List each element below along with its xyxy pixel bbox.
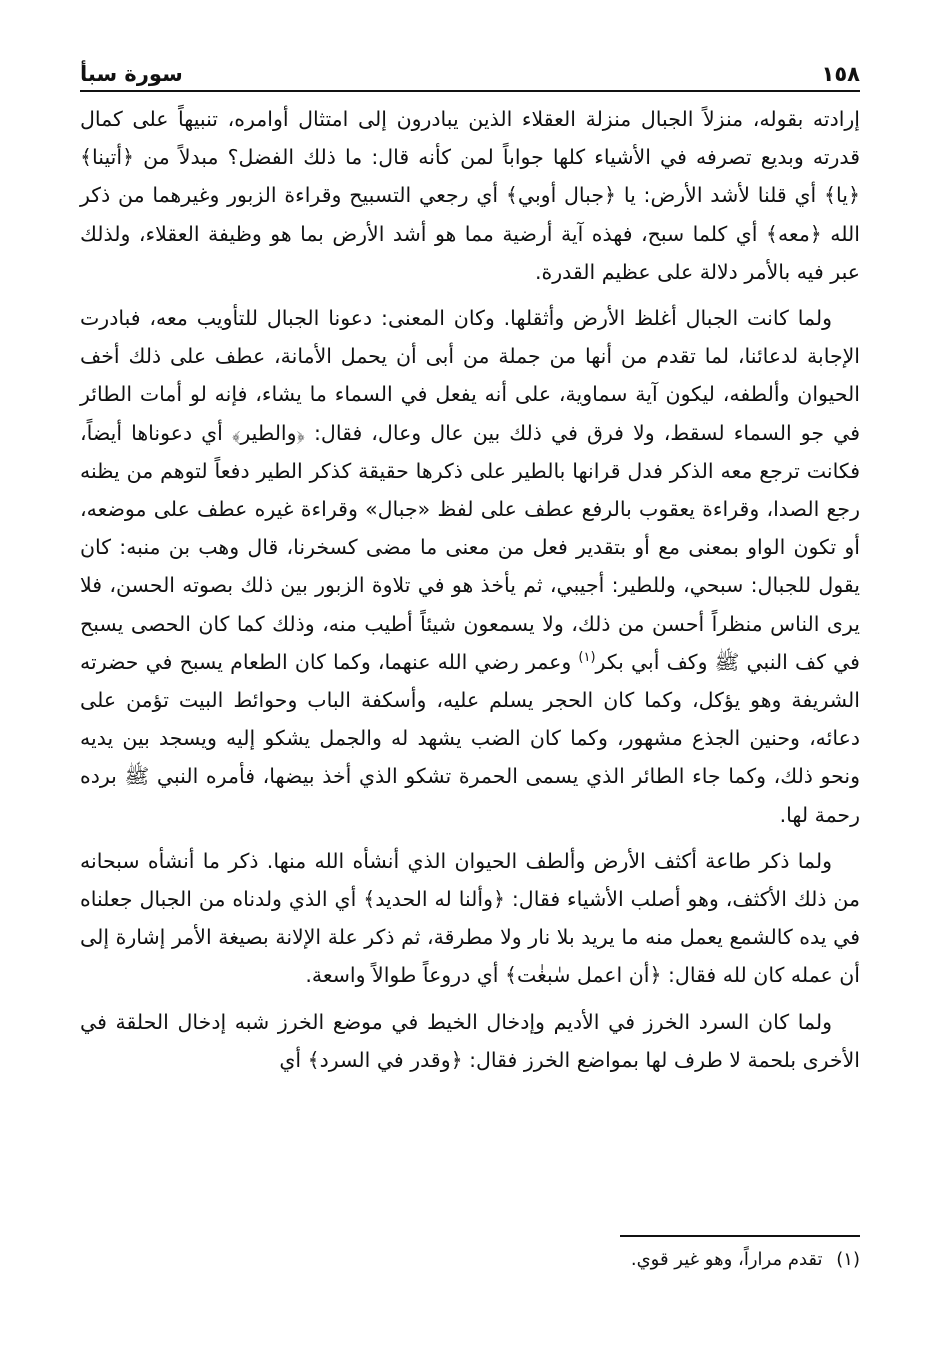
- paragraph-4: ولما كان السرد الخرز في الأديم وإدخال الخيط في موضع الخرز شبه إدخال الحلقة في الأخرى بلحمة لا طرف لها بمواضع الخرز فقال: ﴿وقدر في السرد﴾ أي: [80, 1009, 860, 1072]
- paragraph-2-continued: وعمر رضي الله عنهما، وكما كان الطعام يسبح في حضرته الشريفة وهو يؤكل، وكما كان الحجر يسلم عليه، وأسكفة الباب وحوائط البيت تؤمن على دعائه، وحنين الجذع مشهور، وكما كان الضب يشهد له والجمل يشكو إليه ويسجد بين يديه ونحو ذلك، وكما جاء الطائر الذي يسمى الحمرة تشكو الذي أخذ بيضها، فأمره النبي ﷺ برده رحمة لها.: [80, 649, 860, 827]
- footnote-divider: [620, 1235, 860, 1237]
- paragraph-2-text: ولما كانت الجبال أغلظ الأرض وأثقلها. وكان المعنى: دعونا الجبال للتأويب معه، فبادرت الإجابة لدعائنا، لما تقدم من أنها من جملة من أبى أن يحمل الأمانة، عطف على ذلك أخف الحيوان وألطفه، ليكون آية سماوية، على أنه يفعل في السماء ما يشاء، فإنه لو أمات الطائر في جو السماء لسقط، ولا فرق في ذلك بين عال وعال، فقال: ﴿والطير﴾ أي دعوناها أيضاً، فكانت ترجع معه الذكر فدل قرانها بالطير على ذكرها حقيقة كذكر الطير دفعاً لتوهم من يظنه رجع الصدا، وقراءة يعقوب بالرفع عطف على لفظ «جبال» وقراءة غيره عطف على موضعه، أو تكون الواو بمعنى مع أو بتقدير فعل من معنى ما مضى كسخرنا، قال وهب بن منبه: كان يقول للجبال: سبحي، وللطير: أجيبي، ثم يأخذ هو في تلاوة الزبور بين ذلك بصوته الحسن، فلا يرى الناس منظراً أحسن من ذلك، ولا يسمعون شيئاً أطيب منه، وذلك كما كان الحصى يسبح في كف النبي ﷺ وكف أبي بكر: [80, 306, 860, 674]
- footnote: [631, 1247, 860, 1273]
- paragraph-3: ولما ذكر طاعة أكثف الأرض وألطف الحيوان الذي أنشأه الله منها. ذكر ما أنشأه سبحانه من ذلك الأكثف، وهو أصلب الأشياء فقال: ﴿وألنا له الحديد﴾ أي الذي ولدناه من الجبال جعلناه في يده كالشمع يعمل منه ما يريد بلا نار ولا مطرقة، ثم ذكر علة الإلانة بصيغة الأمر إشارة إلى أن عمله كان لله فقال: ﴿أن اعمل سٰبغٰت﴾ أي دروعاً طوالاً واسعة.: [80, 848, 860, 988]
- body-text: [80, 100, 860, 1079]
- footnote-number: (١): [836, 1249, 860, 1270]
- surah-title: سورة سبأ: [80, 62, 183, 86]
- paragraph-1: إرادته بقوله، منزلاً الجبال منزلة العقلاء الذين يبادرون إلى امتثال أوامره، تنبيهاً على كمال قدرته وبديع تصرفه في الأشياء كلها جواباً لمن كأنه قال: ما ذلك الفضل؟ مبدلاً من ﴿أتينا﴾ ﴿يا﴾ أي قلنا لأشد الأرض: يا ﴿جبال أوبي﴾ أي رجعي التسبيح وقراءة الزبور وغيرهما من ذكر الله ﴿معه﴾ أي كلما سبح، فهذه آية أرضية مما هو أشد الأرض بما هو وظيفة العقلاء، ولذلك عبر فيه بالأمر دلالة على عظيم القدرة.: [80, 107, 860, 284]
- paragraph-2: [80, 299, 860, 834]
- page-header: [80, 56, 860, 92]
- page-number: ١٥٨: [821, 62, 860, 86]
- page: [80, 56, 860, 1079]
- footnote-marker: (١): [578, 650, 596, 666]
- footnote-text: تقدم مراراً، وهو غير قوي.: [630, 1249, 823, 1270]
